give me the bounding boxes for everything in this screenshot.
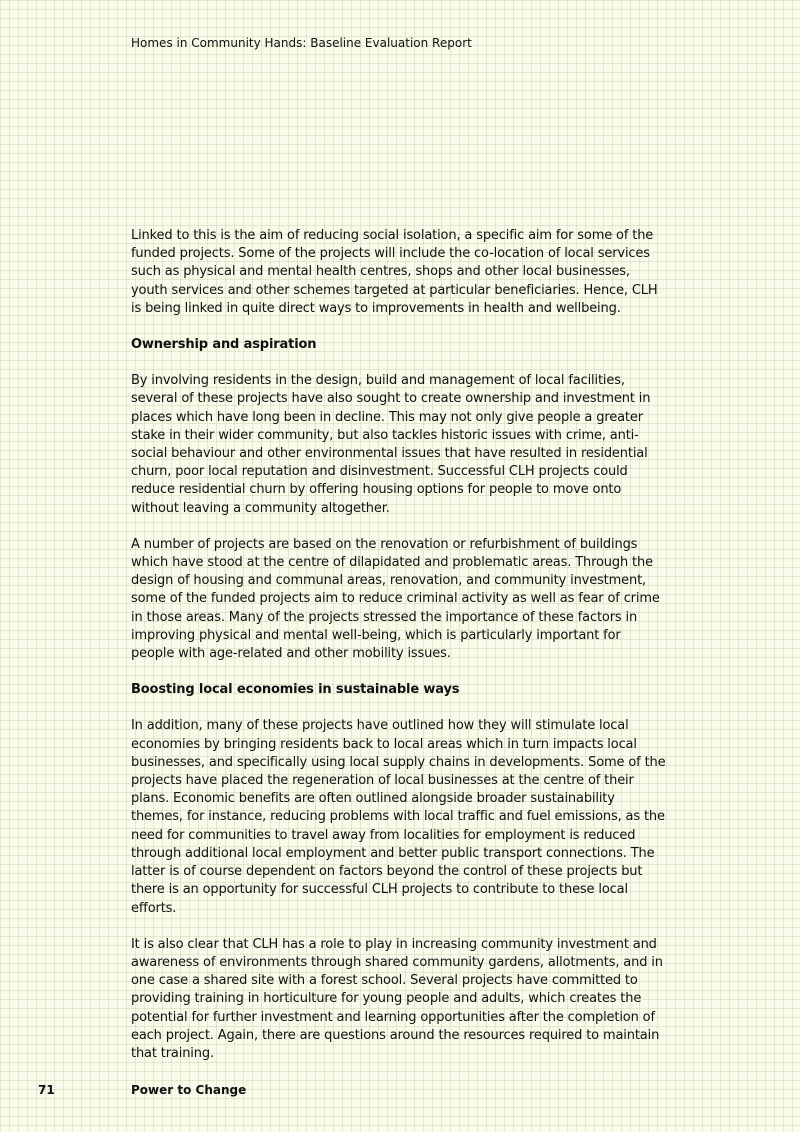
paragraph-renovation: A number of projects are based on the renovation or refurbishment of buildings which have stood at the centre of dilapidated and problematic areas. Through the design of housing and communal areas, renovation, and community investment, some of the funded projects aim to reduce criminal activity as well as fear of crime in those areas. Many of the projects stressed the importance of these factors in improving physical and mental well-being, which is particularly important for people with age-related and other mobility issues. bbox=[131, 536, 660, 662]
page-number: 71 bbox=[38, 1083, 55, 1097]
paragraph-ownership: By involving residents in the design, build and management of local facilities, several of these projects have also sought to create ownership and investment in places which have long been in decline. This may not only give people a greater stake in their wider community, but also tackles historic issues with crime, anti-social behaviour and other environmental issues that have resulted in residential churn, poor local reputation and disinvestment. Successful CLH projects could reduce residential churn by offering housing options for people to move onto without leaving a community altogether. bbox=[131, 373, 651, 516]
paragraph-community-investment: It is also clear that CLH has a role to play in increasing community investment and awareness of environments through shared community gardens, allotments, and in one case a shared site with a forest school. Several projects have committed to providing training in horticulture for young people and adults, which creates the potential for further investment and learning opportunities after the completion of each project. Again, there are questions around the resources required to maintain that training. bbox=[131, 936, 663, 1061]
paragraph-local-economies: In addition, many of these projects have outlined how they will stimulate local economies by bringing residents back to local areas which in turn impacts local businesses, and specifically using local supply chains in developments. Some of the projects have placed the regeneration of local businesses at the centre of their plans. Economic benefits are often outlined alongside broader sustainability themes, for instance, reducing problems with local traffic and fuel emissions, as the need for communities to travel away from localities for employment is reduced through additional local employment and better public transport connections. The latter is of course dependent on factors beyond the control of these projects but there is an opportunity for successful CLH projects to contribute to these local efforts. bbox=[131, 718, 666, 916]
running-header: Homes in Community Hands: Baseline Evaluation Report bbox=[131, 36, 472, 50]
body-text bbox=[131, 227, 666, 1081]
paragraph-social-isolation: Linked to this is the aim of reducing social isolation, a specific aim for some of the funded projects. Some of the projects will include the co-location of local services such as physical and mental health centres, shops and other local businesses, youth services and other schemes targeted at particular beneficiaries. Hence, CLH is being linked in quite direct ways to improvements in health and wellbeing. bbox=[131, 228, 658, 316]
heading-ownership-aspiration: Ownership and aspiration bbox=[131, 337, 317, 353]
heading-local-economies: Boosting local economies in sustainable ways bbox=[131, 682, 460, 698]
footer-brand: Power to Change bbox=[131, 1083, 247, 1097]
